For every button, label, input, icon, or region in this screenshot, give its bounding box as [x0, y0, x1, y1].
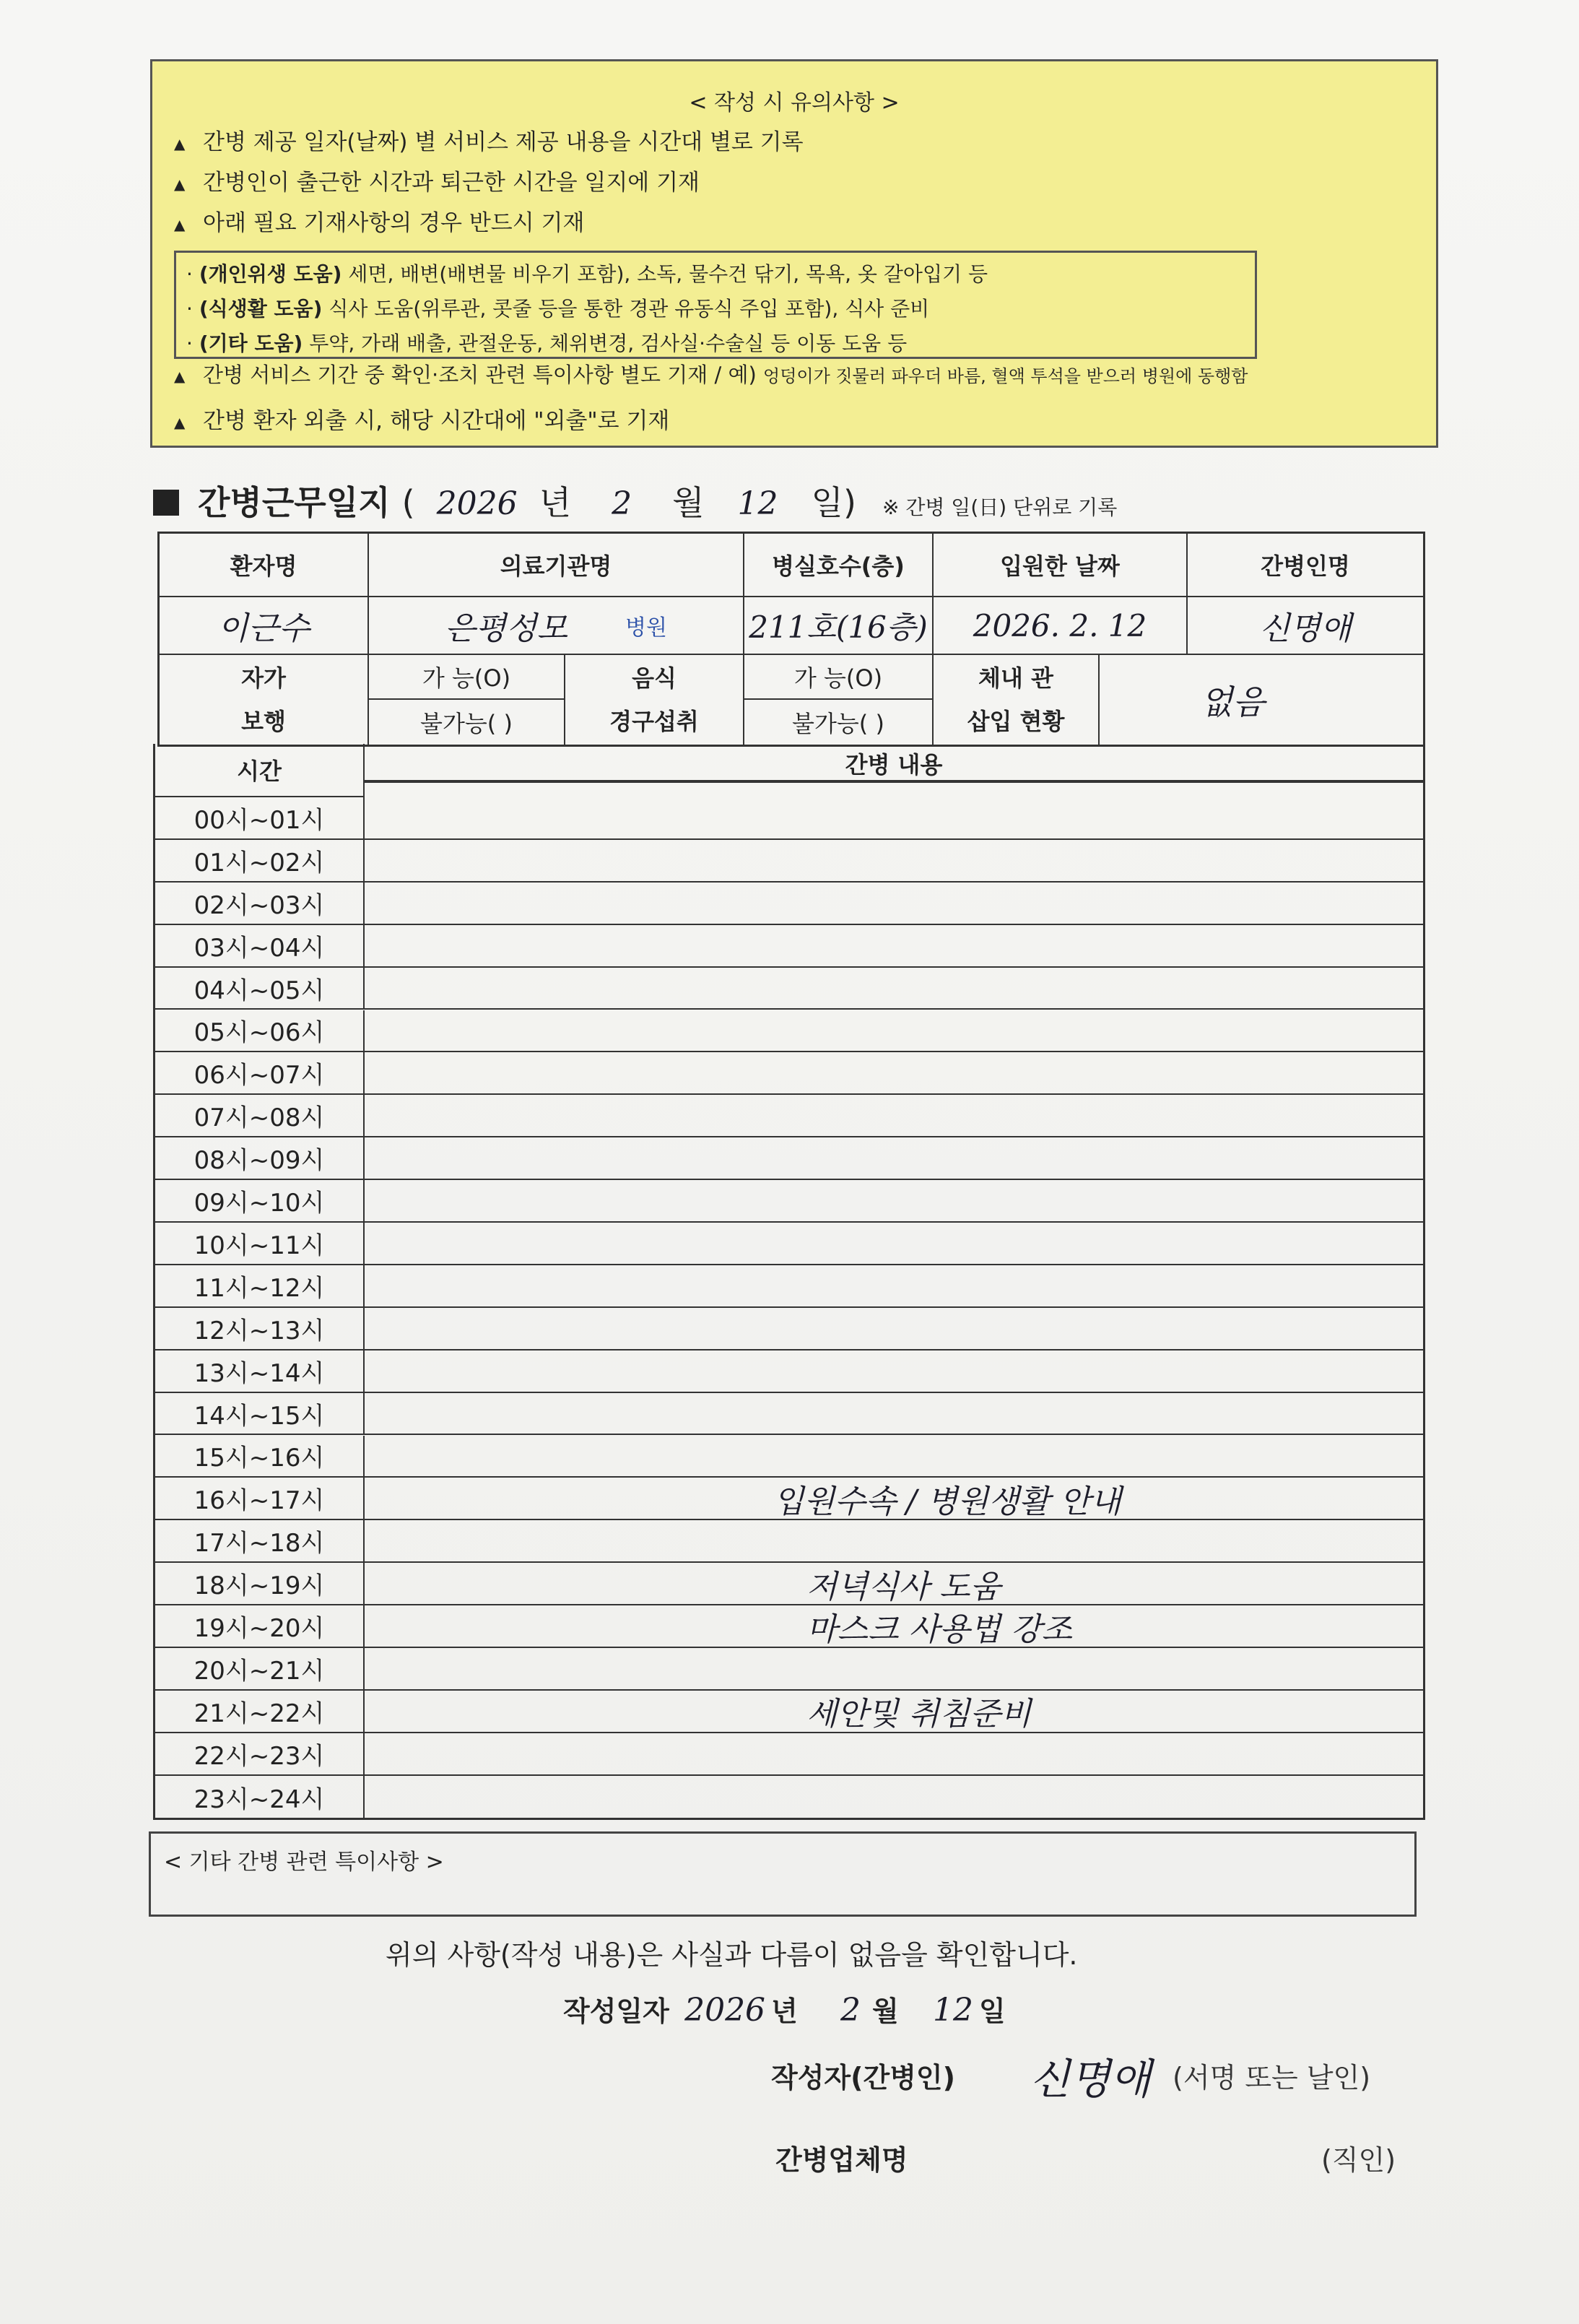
header-divider: [365, 781, 1423, 783]
seal-label: (직인): [1321, 2144, 1396, 2176]
care-content: 입원수속 / 병원생활 안내: [365, 1478, 1423, 1520]
care-content: [365, 1436, 1423, 1478]
notice-bullet: ▲ 간병 서비스 기간 중 확인·조치 관련 특이사항 별도 기재 / 예) 엉덩이가 짓물러 파우더 바름, 혈액 투석을 받으러 병원에 동행함: [174, 363, 1248, 387]
room-number: 211호(16층): [744, 597, 934, 655]
time-header: 시간: [155, 744, 365, 797]
time-slot: 00시~01시: [155, 797, 365, 840]
care-content: [365, 1010, 1423, 1053]
hospital-name: 은평성모: [445, 610, 568, 647]
handwritten-year: 2026: [684, 1992, 766, 2029]
other-notes-box: [149, 1831, 1417, 1917]
care-content: [365, 840, 1423, 883]
care-content: [365, 968, 1423, 1010]
care-content: [365, 1265, 1423, 1308]
handwritten-day: 12: [737, 485, 778, 522]
self-walk-label: 자가 보행: [160, 655, 369, 745]
bullet-icon: ▲: [174, 215, 186, 233]
unit-note: ※ 간병 일(日) 단위로 기록: [882, 495, 1118, 519]
date-line: 작성일자 2026 년 2 월 12 일: [563, 1992, 1006, 2029]
content-header: 간병 내용: [365, 744, 1423, 781]
notice-title: < 작성 시 유의사항 >: [689, 90, 900, 116]
bullet-icon: ▲: [174, 413, 186, 431]
other-notes-label: < 기타 간병 관련 특이사항 >: [164, 1850, 444, 1875]
header-room: 병실호수(층): [744, 534, 934, 597]
required-item: · (기타 도움) 투약, 가래 배출, 관절운동, 체위변경, 검사실·수술실 등 이동 도움 등: [186, 331, 908, 355]
schedule-table: [153, 744, 1425, 1820]
time-slot: 23시~24시: [155, 1776, 365, 1818]
tube-status: 없음: [1201, 682, 1265, 721]
notice-bullet: ▲ 간병 환자 외출 시, 해당 시간대에 "외출"로 기재: [174, 408, 670, 434]
writer-signature: 신명애: [1030, 2055, 1152, 2104]
time-slot: 20시~21시: [155, 1648, 365, 1691]
caregiver-name: 신명애: [1188, 597, 1423, 655]
time-slot: 07시~08시: [155, 1095, 365, 1137]
care-content: 세안및 취침준비: [365, 1691, 1423, 1733]
admission-date: 2026. 2. 12: [934, 597, 1188, 655]
patient-name: 이근수: [160, 597, 369, 655]
care-content: 마스크 사용법 강조: [365, 1605, 1423, 1648]
time-slot: 08시~09시: [155, 1137, 365, 1180]
sign-label: (서명 또는 날인): [1173, 2062, 1371, 2094]
time-slot: 10시~11시: [155, 1223, 365, 1265]
oral-possible: 가 능(O): [744, 655, 934, 700]
time-slot: 21시~22시: [155, 1691, 365, 1733]
care-content: [365, 1520, 1423, 1563]
time-slot: 17시~18시: [155, 1520, 365, 1563]
time-slot: 19시~20시: [155, 1605, 365, 1648]
handwritten-day: 12: [932, 1992, 973, 2029]
time-slot: 16시~17시: [155, 1478, 365, 1520]
handwritten-year: 2026: [436, 485, 518, 522]
notice-bullet: ▲ 간병 제공 일자(날짜) 별 서비스 제공 내용을 시간대 별로 기록: [174, 129, 804, 155]
care-content: [365, 1350, 1423, 1393]
time-slot: 06시~07시: [155, 1052, 365, 1095]
time-slot: 04시~05시: [155, 968, 365, 1010]
time-slot: 18시~19시: [155, 1563, 365, 1605]
time-slot: 14시~15시: [155, 1393, 365, 1436]
confirmation-statement: 위의 사항(작성 내용)은 사실과 다름이 없음을 확인합니다.: [386, 1939, 1078, 1971]
square-icon: [153, 490, 179, 516]
care-content: 저녁식사 도움: [365, 1563, 1423, 1605]
care-content: [365, 1180, 1423, 1223]
care-content: [365, 1733, 1423, 1776]
care-content: [365, 1137, 1423, 1180]
notice-box: [150, 59, 1438, 448]
required-item: · (개인위생 도움) 세면, 배변(배변물 비우기 포함), 소독, 물수건 닦기, 목욕, 옷 갈아입기 등: [186, 262, 988, 286]
required-item: · (식생활 도움) 식사 도움(위루관, 콧줄 등을 통한 경관 유동식 주입 포함), 식사 준비: [186, 297, 930, 321]
care-content: [365, 1393, 1423, 1436]
time-slot: 03시~04시: [155, 925, 365, 968]
notice-bullet: ▲ 아래 필요 기재사항의 경우 반드시 기재: [174, 210, 585, 236]
bullet-icon: ▲: [174, 134, 186, 152]
care-content: [365, 925, 1423, 968]
time-slot: 05시~06시: [155, 1010, 365, 1053]
header-hospital: 의료기관명: [369, 534, 744, 597]
page-title: 간병근무일지 ( 2026 년 2 월 12 일) ※ 간병 일(日) 단위로 기록: [153, 477, 1117, 524]
bullet-icon: ▲: [174, 175, 186, 193]
hospital-name-cell: [369, 597, 744, 655]
oral-intake-label: 음식 경구섭취: [565, 655, 744, 745]
walk-possible: 가 능(O): [369, 655, 565, 700]
care-content: [365, 883, 1423, 925]
care-content: [365, 1095, 1423, 1137]
required-items-box: [174, 251, 1257, 359]
care-content: [365, 1223, 1423, 1265]
time-slot: 11시~12시: [155, 1265, 365, 1308]
header-caregiver: 간병인명: [1188, 534, 1423, 597]
time-slot: 02시~03시: [155, 883, 365, 925]
header-patient: 환자명: [160, 534, 369, 597]
care-content: [365, 797, 1423, 840]
time-slot: 22시~23시: [155, 1733, 365, 1776]
hospital-suffix: 병원: [625, 615, 667, 641]
time-slot: 09시~10시: [155, 1180, 365, 1223]
tube-label: 체내 관 삽입 현황: [934, 655, 1100, 745]
time-slot: 13시~14시: [155, 1350, 365, 1393]
info-table: [157, 532, 1425, 747]
care-content: [365, 1308, 1423, 1350]
header-admission: 입원한 날짜: [934, 534, 1188, 597]
handwritten-month: 2: [840, 1992, 861, 2029]
company-label: 간병업체명: [775, 2144, 908, 2176]
walk-impossible: 불가능( ): [369, 700, 565, 745]
handwritten-month: 2: [612, 485, 632, 522]
time-slot: 01시~02시: [155, 840, 365, 883]
oral-impossible: 불가능( ): [744, 700, 934, 745]
writer-label: 작성자(간병인): [771, 2062, 955, 2094]
bullet-icon: ▲: [174, 368, 186, 385]
notice-bullet: ▲ 간병인이 출근한 시간과 퇴근한 시간을 일지에 기재: [174, 170, 700, 196]
time-slot: 12시~13시: [155, 1308, 365, 1350]
time-slot: 15시~16시: [155, 1436, 365, 1478]
care-content: [365, 1776, 1423, 1818]
care-content: [365, 1648, 1423, 1691]
care-content: [365, 1052, 1423, 1095]
